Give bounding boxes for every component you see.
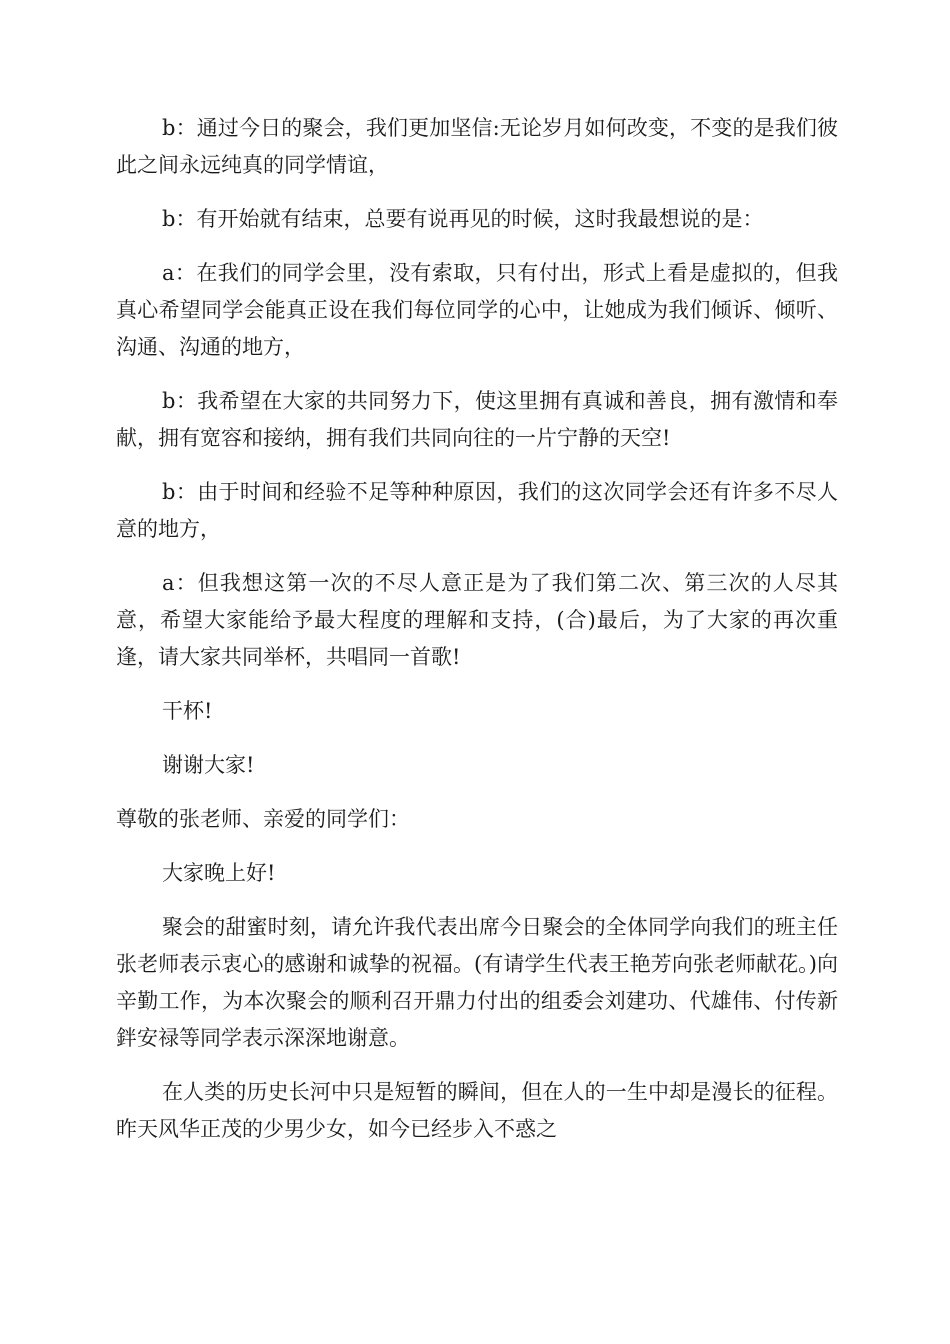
paragraph: 聚会的甜蜜时刻，请允许我代表出席今日聚会的全体同学向我们的班主任张老师表示衷心的感谢和诚挚的祝福。(有请学生代表王艳芳向张老师献花。)向辛勤工作，为本次聚会的顺利召开鼎力付出的组委会刘建功、代雄伟、付传新鉡安禄等同学表示深深地谢意。	[116, 915, 838, 1050]
paragraph: b：我希望在大家的共同努力下，使这里拥有真诚和善良，拥有激情和奉献，拥有宽容和接纳，拥有我们共同向往的一片宁静的天空!	[116, 389, 838, 450]
document-body	[116, 110, 838, 1165]
paragraph: 谢谢大家!	[162, 753, 255, 777]
paragraph: a：在我们的同学会里，没有索取，只有付出，形式上看是虚拟的，但我真心希望同学会能真正设在我们每位同学的心中，让她成为我们倾诉、倾听、沟通、沟通的地方，	[116, 261, 838, 359]
paragraph: 在人类的历史长河中只是短暂的瞬间，但在人的一生中却是漫长的征程。昨天风华正茂的少男少女，如今已经步入不惑之	[116, 1080, 838, 1141]
greeting: 大家晚上好!	[162, 861, 276, 885]
paragraph: a：但我想这第一次的不尽人意正是为了我们第二次、第三次的人尽其意，希望大家能给予最大程度的理解和支持，(合)最后，为了大家的再次重逢，请大家共同举杯，共唱同一首歌!	[116, 571, 838, 669]
paragraph: b：通过今日的聚会，我们更加坚信:无论岁月如何改变，不变的是我们彼此之间永远纯真的同学情谊，	[116, 116, 838, 177]
paragraph: b：有开始就有结束，总要有说再见的时候，这时我最想说的是：	[162, 207, 764, 231]
paragraph: b：由于时间和经验不足等种种原因，我们的这次同学会还有许多不尽人意的地方，	[116, 480, 838, 541]
salutation: 尊敬的张老师、亲爱的同学们：	[116, 807, 410, 831]
paragraph: 干杯!	[162, 699, 213, 723]
